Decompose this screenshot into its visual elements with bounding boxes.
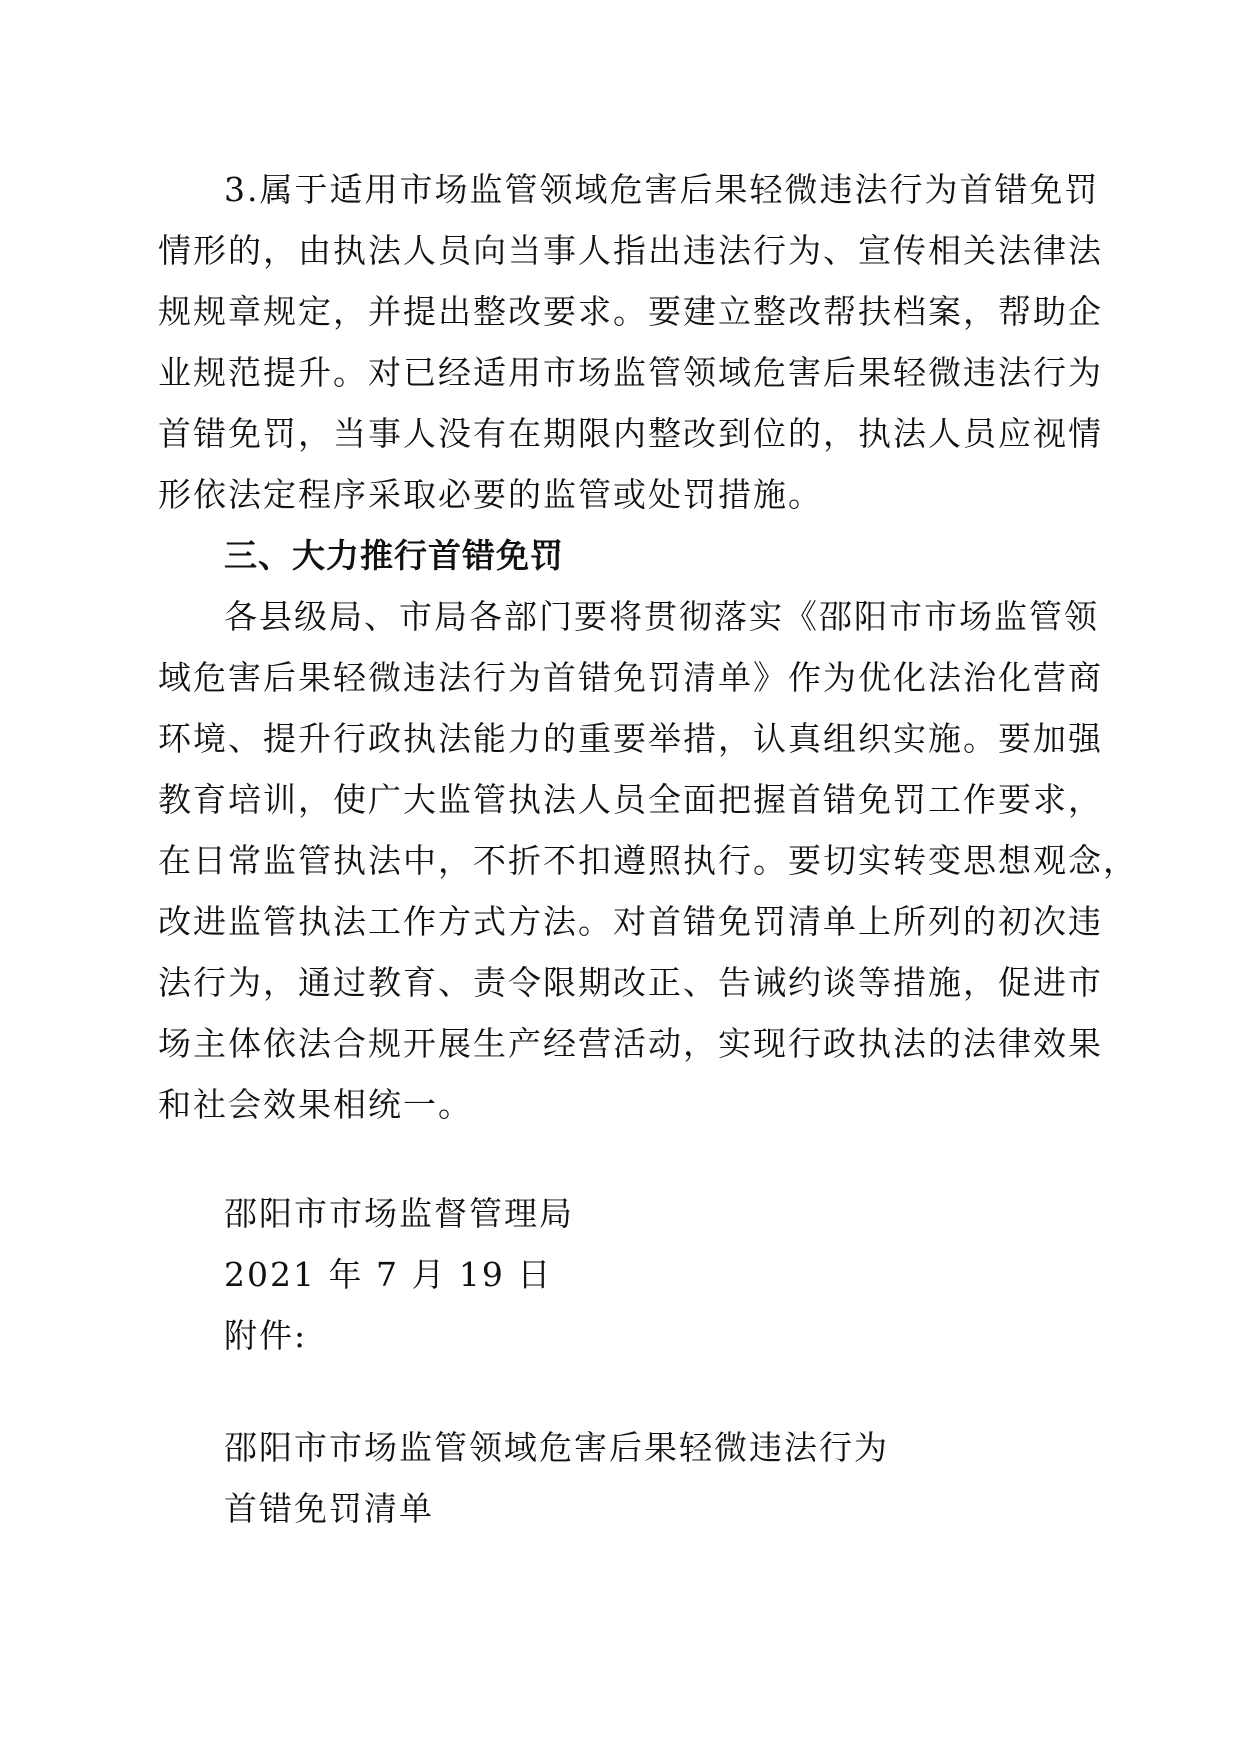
signature-date: 2021 年 7 月 19 日 — [224, 1255, 553, 1294]
paragraph-line: 改进监管执法工作方式方法。对首错免罚清单上所列的初次违 — [158, 902, 1103, 941]
paragraph-line: 教育培训，使广大监管执法人员全面把握首错免罚工作要求， — [158, 780, 1103, 819]
attachment-title: 首错免罚清单 — [224, 1489, 434, 1528]
signature-organization: 邵阳市市场监督管理局 — [224, 1194, 574, 1233]
paragraph-line: 情形的，由执法人员向当事人指出违法行为、宣传相关法律法 — [158, 231, 1103, 270]
paragraph-line: 在日常监管执法中，不折不扣遵照执行。要切实转变思想观念， — [158, 841, 1138, 880]
paragraph-line: 法行为，通过教育、责令限期改正、告诫约谈等措施，促进市 — [158, 963, 1103, 1002]
paragraph-line: 域危害后果轻微违法行为首错免罚清单》作为优化法治化营商 — [158, 658, 1103, 697]
paragraph-line: 各县级局、市局各部门要将贯彻落实《邵阳市市场监管领 — [224, 597, 1099, 636]
paragraph-line: 3.属于适用市场监管领域危害后果轻微违法行为首错免罚 — [224, 170, 1100, 209]
paragraph-line: 首错免罚，当事人没有在期限内整改到位的，执法人员应视情 — [158, 414, 1103, 453]
paragraph-line: 规规章规定，并提出整改要求。要建立整改帮扶档案，帮助企 — [158, 292, 1103, 331]
paragraph-line: 环境、提升行政执法能力的重要举措，认真组织实施。要加强 — [158, 719, 1103, 758]
paragraph-line: 场主体依法合规开展生产经营活动，实现行政执法的法律效果 — [158, 1024, 1103, 1063]
section-heading: 三、大力推行首错免罚 — [224, 536, 564, 575]
attachment-label: 附件: — [224, 1316, 308, 1355]
paragraph-line: 业规范提升。对已经适用市场监管领域危害后果轻微违法行为 — [158, 353, 1103, 392]
attachment-title: 邵阳市市场监管领域危害后果轻微违法行为 — [224, 1428, 889, 1467]
paragraph-line: 形依法定程序采取必要的监管或处罚措施。 — [158, 475, 823, 514]
paragraph-line: 和社会效果相统一。 — [158, 1085, 473, 1124]
